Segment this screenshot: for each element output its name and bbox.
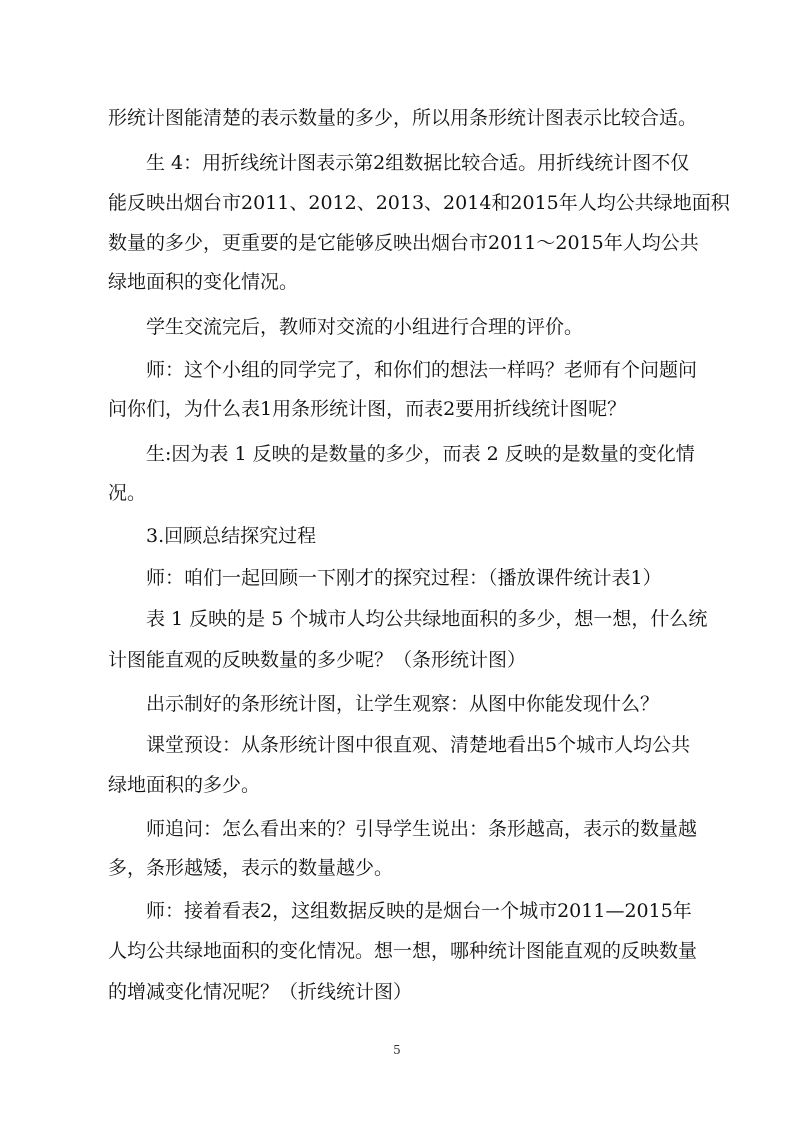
text-line-2: 生 4：用折线统计图表示第2组数据比较合适。用折线统计图不仅 — [146, 152, 690, 174]
text-line-9: 生:因为表 1 反映的是数量的多少，而表 2 反映的是数量的变化情 — [146, 443, 695, 465]
text-line-17: 绿地面积的多少。 — [108, 774, 261, 796]
text-line-12: 师：咱们一起回顾一下刚才的探究过程：（播放课件统计表1） — [146, 567, 662, 589]
text-line-10: 况。 — [108, 482, 147, 504]
text-line-21: 人均公共绿地面积的变化情况。想一想，哪种统计图能直观的反映数量 — [108, 940, 698, 962]
text-line-22: 的增减变化情况呢？（折线统计图） — [108, 981, 413, 1003]
text-line-15: 出示制好的条形统计图，让学生观察：从图中你能发现什么？ — [146, 693, 660, 715]
text-line-3: 能反映出烟台市2011、2012、2013、2014和2015年人均公共绿地面积 — [108, 192, 730, 214]
text-line-14: 计图能直观的反映数量的多少呢？（条形统计图） — [108, 649, 527, 671]
text-line-20: 师：接着看表2，这组数据反映的是烟台一个城市2011—2015年 — [146, 900, 692, 922]
text-line-1: 形统计图能清楚的表示数量的多少，所以用条形统计图表示比较合适。 — [108, 107, 698, 129]
section-heading: 3.回顾总结探究过程 — [146, 525, 317, 547]
text-line-16: 课堂预设：从条形统计图中很直观、清楚地看出5个城市人均公共 — [146, 734, 691, 756]
text-line-7: 师：这个小组的同学完了，和你们的想法一样吗？老师有个问题问 — [146, 359, 698, 381]
text-line-4: 数量的多少，更重要的是它能够反映出烟台市2011～2015年人均公共 — [108, 232, 699, 254]
text-line-18: 师追问：怎么看出来的？引导学生说出：条形越高，表示的数量越 — [146, 818, 698, 840]
text-line-6: 学生交流完后，教师对交流的小组进行合理的评价。 — [146, 316, 584, 338]
text-line-19: 多，条形越矮，表示的数量越少。 — [108, 857, 394, 879]
text-line-5: 绿地面积的变化情况。 — [108, 271, 299, 293]
page-number: 5 — [393, 1043, 401, 1057]
text-line-8: 问你们，为什么表1用条形统计图，而表2要用折线统计图呢？ — [108, 398, 627, 420]
text-line-13: 表 1 反映的是 5 个城市人均公共绿地面积的多少，想一想，什么统 — [146, 608, 708, 630]
